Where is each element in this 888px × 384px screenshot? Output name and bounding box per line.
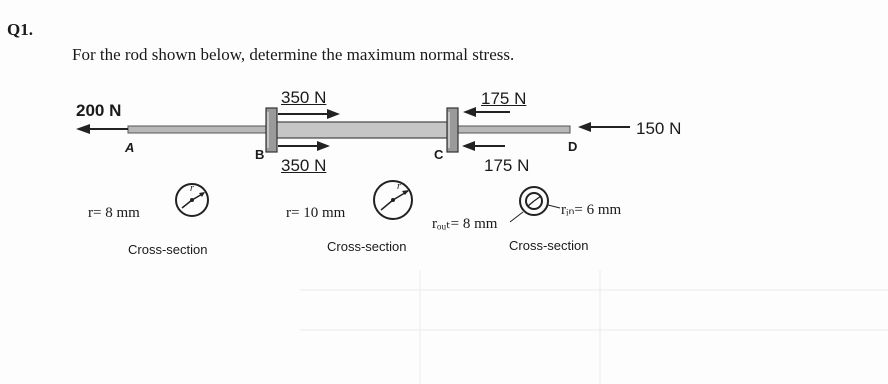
cross-section-circle-3 bbox=[510, 187, 560, 222]
rod-segment-cd bbox=[458, 126, 570, 133]
section-2-radius: r= 10 mm bbox=[286, 205, 346, 221]
force-label-c-bottom: 175 N bbox=[484, 156, 530, 175]
collar-b bbox=[266, 108, 277, 152]
section-3-caption: Cross-section bbox=[509, 238, 589, 253]
cross-section-circle-2 bbox=[374, 181, 412, 219]
force-label-b-bottom: 350 N bbox=[281, 156, 327, 175]
question-statement: For the rod shown below, determine the maximum normal stress. bbox=[72, 45, 515, 64]
point-label-d: D bbox=[568, 139, 578, 154]
rod-segment-bc bbox=[276, 122, 448, 138]
section-2-caption: Cross-section bbox=[327, 239, 407, 254]
force-label-d: 150 N bbox=[636, 119, 682, 138]
force-label-a: 200 N bbox=[76, 101, 122, 120]
background-ruling bbox=[300, 270, 888, 384]
force-label-b-top: 350 N bbox=[281, 88, 327, 107]
force-arrow-c-bottom bbox=[462, 141, 505, 151]
section-3-outer-radius: rₒᵤₜ= 8 mm bbox=[432, 216, 498, 232]
force-arrow-d bbox=[578, 122, 630, 132]
force-arrow-a bbox=[76, 124, 128, 134]
radius-marker-2: r bbox=[397, 181, 401, 192]
force-arrow-b-top bbox=[278, 109, 340, 119]
point-label-b: B bbox=[255, 147, 265, 162]
rod-segment-ab bbox=[128, 126, 268, 133]
force-arrow-b-bottom bbox=[278, 141, 330, 151]
section-1-radius: r= 8 mm bbox=[88, 205, 140, 221]
point-label-c: C bbox=[434, 147, 444, 162]
collar-c bbox=[447, 108, 458, 152]
question-number: Q1. bbox=[7, 20, 33, 39]
section-3-inner-radius: rᵢₙ= 6 mm bbox=[561, 202, 622, 218]
section-1-caption: Cross-section bbox=[128, 242, 208, 257]
radius-marker-1: r bbox=[190, 183, 194, 194]
force-label-c-top: 175 N bbox=[481, 89, 527, 108]
point-label-a: A bbox=[125, 140, 135, 155]
